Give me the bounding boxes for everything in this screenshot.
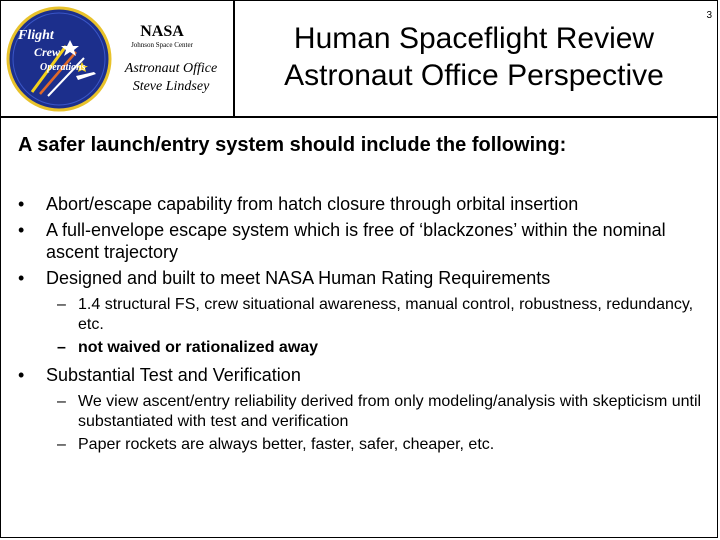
sub-bullet-item (57, 435, 708, 455)
bullet-item (18, 364, 708, 386)
slide-title (238, 20, 710, 94)
sub-bullet-text: Paper rockets are always better, faster, safer, cheaper, etc. (78, 436, 495, 453)
bullet-marker: • (18, 194, 25, 214)
office-block (112, 60, 230, 96)
sub-bullet-text: not waived or rationalized away (78, 339, 319, 356)
office-line: Astronaut Office (124, 61, 218, 76)
logo-text-crew: Crew (34, 45, 61, 59)
bullet-text: A full-envelope escape system which is free of ‘blackzones’ within the nominal ascent trajectory (46, 220, 666, 262)
bullet-marker: • (18, 220, 25, 240)
bullet-marker: • (18, 268, 25, 288)
sub-bullet-text: 1.4 structural FS, crew situational awareness, manual control, robustness, redundancy, etc. (78, 296, 694, 333)
flight-crew-operations-logo (6, 6, 112, 112)
sub-bullet-marker: – (57, 393, 66, 410)
sub-bullet-item (57, 392, 708, 432)
logo-emblem (6, 6, 112, 112)
title-line-1: Human Spaceflight Review (293, 22, 655, 55)
org-subtitle: Johnson Space Center (131, 41, 193, 49)
title-line-2: Astronaut Office Perspective (284, 59, 664, 92)
sub-bullet-marker: – (57, 339, 66, 356)
sub-bullet-item (57, 338, 708, 358)
sub-bullet-marker: – (57, 296, 66, 313)
header-rule (0, 116, 718, 118)
sub-bullet-list (18, 295, 708, 358)
logo-text-flight: Flight (18, 28, 54, 43)
bullet-text: Substantial Test and Verification (46, 365, 301, 385)
bullet-list (18, 193, 708, 461)
bullet-item (18, 193, 708, 215)
org-name: NASA (140, 23, 184, 40)
slide-number: 3 (706, 10, 712, 21)
bullet-item (18, 267, 708, 289)
sub-bullet-list (18, 392, 708, 455)
sub-bullet-text: We view ascent/entry reliability derived from only modeling/analysis with skepticism until substantiated with test and verification (78, 393, 702, 430)
bullet-text: Abort/escape capability from hatch closure through orbital insertion (46, 194, 579, 214)
bullet-text: Designed and built to meet NASA Human Rating Requirements (46, 268, 551, 288)
logo-text-operations: Operations (40, 62, 86, 73)
section-heading: A safer launch/entry system should include the following: (18, 134, 567, 156)
sub-bullet-item (57, 295, 708, 335)
bullet-marker: • (18, 365, 25, 385)
presenter-name: Steve Lindsey (132, 79, 210, 94)
sub-bullet-marker: – (57, 436, 66, 453)
bullet-item (18, 219, 708, 263)
header-divider (233, 0, 235, 116)
